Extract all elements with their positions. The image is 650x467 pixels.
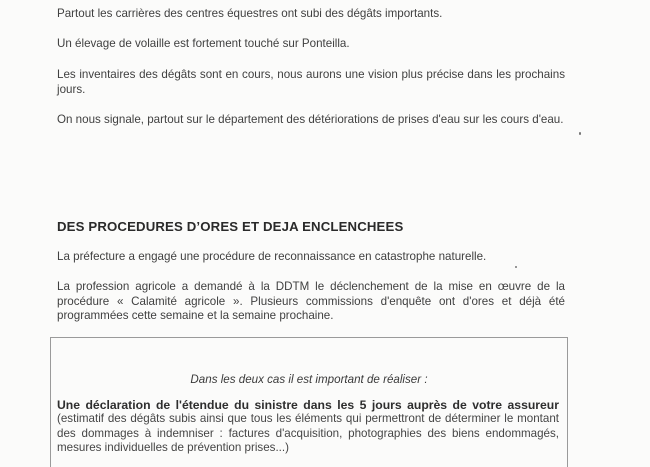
section-heading: DES PROCEDURES D’ORES ET DEJA ENCLENCHEES xyxy=(57,219,404,234)
important-notice-box xyxy=(50,337,568,467)
scan-speck xyxy=(515,266,517,268)
paragraph-water-intakes: On nous signale, partout sur le département des détériorations de prises d'eau sur les cours d'eau. xyxy=(57,113,564,126)
scan-speck xyxy=(579,132,581,135)
paragraph-agricultural-calamity: La profession agricole a demandé à la DDTM le déclenchement de la mise en œuvre de la procédure « Calamité agricole ». Plusieurs commissions d'enquête ont d'ores et déjà été programmées cette semaine et la semaine prochaine. xyxy=(57,280,565,322)
notice-bold-lead: Une déclaration de l'étendue du sinistre dans les 5 jours auprès de votre assureur xyxy=(57,398,559,412)
paragraph-equestrian-damage: Partout les carrières des centres équestres ont subi des dégâts importants. xyxy=(57,7,443,20)
paragraph-prefecture-procedure: La préfecture a engagé une procédure de reconnaissance en catastrophe naturelle. xyxy=(57,250,487,263)
notice-detail: (estimatif des dégâts subis ainsi que tous les éléments qui permettront de déterminer le montant des dommages à indemniser : factures d'acquisition, photographies des biens endommagés, mesures individuelles de prévention prises...) xyxy=(57,412,559,454)
notice-title: Dans les deux cas il est important de réaliser : xyxy=(190,373,428,386)
paragraph-damage-inventory: Les inventaires des dégâts sont en cours, nous aurons une vision plus précise dans les prochains jours. xyxy=(57,68,565,96)
notice-body xyxy=(57,398,559,455)
paragraph-poultry-farm: Un élevage de volaille est fortement touché sur Ponteilla. xyxy=(57,37,350,50)
